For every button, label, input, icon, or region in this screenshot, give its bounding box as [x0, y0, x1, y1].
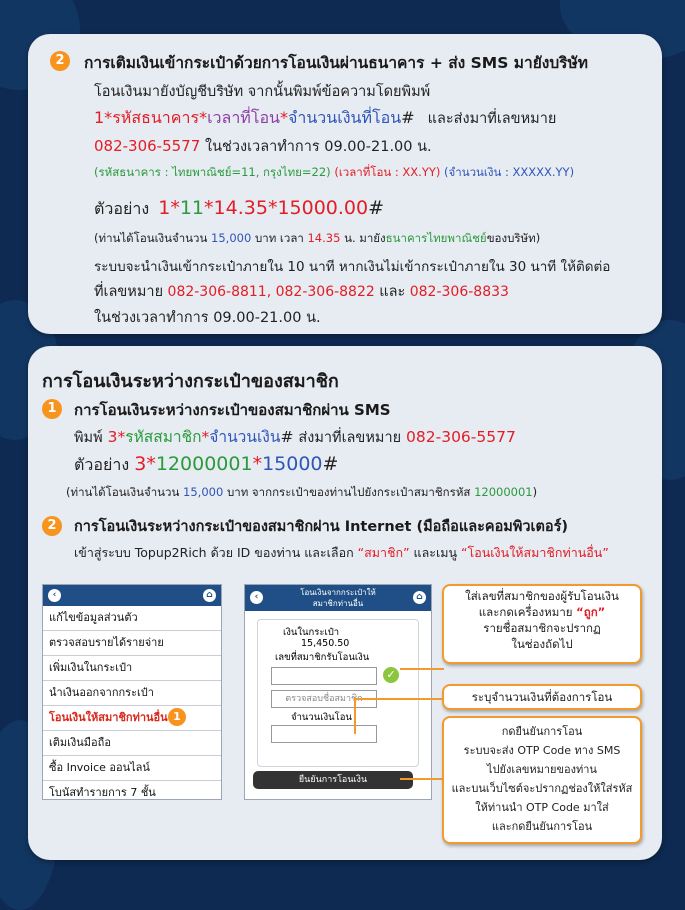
menu-top-bar — [43, 585, 221, 606]
format-send-text: และส่งมาที่เลขหมาย — [427, 111, 557, 127]
member-id-label: เลขที่สมาชิกรับโอนเงิน — [275, 652, 370, 663]
explanation-text: (ท่านได้โอนเงินจำนวน — [66, 485, 180, 499]
format-member-code: รหัสสมาชิก — [125, 428, 202, 446]
transfer-top-bar — [245, 585, 431, 611]
home-icon[interactable]: ⌂ — [413, 591, 426, 604]
callout-member-id — [442, 584, 642, 664]
contact-line — [94, 280, 509, 303]
callout-text: ไปยังเลขหมายของท่าน — [487, 763, 597, 776]
sms-format — [94, 106, 556, 131]
transfer-menu-label: “โอนเงินให้สมาชิกท่านอื่น” — [461, 545, 609, 560]
example-value — [158, 197, 384, 219]
menu-item-topup-wallet[interactable]: เพิ่มเงินในกระเป๋า — [43, 656, 221, 681]
bank-transfer-card — [28, 34, 662, 334]
contact-and: และ — [379, 284, 406, 300]
menu-item-label: โอนเงินให้สมาชิกท่านอื่น — [49, 711, 168, 724]
menu-item-bonus[interactable]: โบนัสทำรายการ 7 ชั้น — [49, 786, 156, 799]
confirm-transfer-button[interactable]: ยืนยันการโอนเงิน — [253, 771, 413, 789]
example-explanation — [94, 230, 540, 248]
callout-text: ให้ท่านนำ OTP Code มาใส่ — [475, 801, 609, 814]
menu-item-mobile-topup[interactable]: เติมเงินมือถือ — [43, 731, 221, 756]
internet-method-title: การโอนเงินระหว่างกระเป๋าของสมาชิกผ่าน Internet (มือถือและคอมพิวเตอร์) — [74, 519, 569, 535]
step-badge: 2 — [50, 51, 70, 71]
bank-code-note: (รหัสธนาคาร : ไทยพาณิชย์=11, กรุงไทย=22) — [94, 165, 331, 179]
example-part: * — [267, 197, 278, 219]
transfer-screen-title — [275, 587, 401, 609]
example-amount: 15000 — [262, 453, 323, 475]
callout-confirm — [442, 716, 642, 844]
internet-instruction — [74, 543, 609, 563]
example-part: # — [368, 197, 385, 219]
phone-number: 082-306-5577 — [406, 428, 516, 446]
format-suffix: # — [401, 108, 415, 127]
contact-label: ที่เลขหมาย — [94, 284, 164, 300]
contact-phone: 082-306-8833 — [409, 284, 509, 300]
example-label: ตัวอย่าง — [74, 455, 130, 474]
explanation-text: น. มายัง — [344, 231, 386, 245]
amount-note: (จำนวนเงิน : XXXXX.YY) — [444, 165, 575, 179]
check-icon[interactable]: ✓ — [383, 667, 399, 683]
amount-label: จำนวนเงินโอน — [291, 712, 352, 723]
code-notes — [94, 164, 574, 182]
phone-line — [94, 135, 432, 158]
connector-line — [354, 698, 446, 734]
explanation-text: บาท เวลา — [254, 231, 304, 245]
menu-screen-mockup — [42, 584, 222, 800]
explanation-amount: 15,000 — [211, 231, 252, 245]
example-member-code: 12000001 — [155, 453, 253, 475]
phone-number: 082-306-5577 — [94, 137, 201, 155]
menu-item-transfer-member[interactable] — [43, 706, 221, 731]
format-bank-code: รหัสธนาคาร — [112, 108, 200, 127]
callout-text: ระบุจำนวนเงินที่ต้องการโอน — [471, 690, 613, 704]
callout-text: กดยืนยันการโอน — [501, 725, 583, 738]
title-line: สมาชิกท่านอื่น — [312, 599, 364, 608]
callout-text: และกดยืนยันการโอน — [491, 820, 593, 833]
example-label: ตัวอย่าง — [94, 199, 150, 218]
home-icon[interactable]: ⌂ — [203, 589, 216, 602]
check-member-button[interactable]: ตรวจสอบชื่อสมาชิก — [271, 690, 377, 708]
example-part: * — [204, 197, 214, 219]
type-label: พิมพ์ — [74, 430, 103, 446]
contact-phones: 082-306-8811, 082-306-8822 — [167, 284, 375, 300]
menu-item-buy-invoice[interactable]: ซื้อ Invoice ออนไลน์ — [43, 756, 221, 781]
explanation-text: (ท่านได้โอนเงินจำนวน — [94, 231, 208, 245]
callout-text: ใส่เลขที่สมาชิกของผู้รับโอนเงิน — [465, 589, 619, 603]
connector-line — [400, 668, 444, 670]
section-title: การเติมเงินเข้ากระเป๋าด้วยการโอนเงินผ่านธนาคาร + ส่ง SMS มายังบริษัท — [84, 54, 588, 72]
menu-item-withdraw[interactable]: นำเงินออกจากกระเป๋า — [43, 681, 221, 706]
balance-label: เงินในกระเป๋า — [283, 627, 340, 638]
format-time: เวลาที่โอน — [207, 108, 280, 127]
step-badge: 1 — [168, 708, 186, 726]
menu-item-edit-profile[interactable]: แก้ไขข้อมูลส่วนตัว — [43, 606, 221, 631]
member-menu-label: “สมาชิก” — [357, 545, 410, 560]
example-amount: 15000.00 — [277, 197, 369, 219]
explanation-bank: ธนาคารไทยพาณิชย์ — [385, 231, 487, 245]
format-suffix: # — [280, 428, 294, 446]
example-line — [74, 453, 338, 478]
step-badge: 1 — [42, 399, 62, 419]
format-amount: จำนวนเงินที่โอน — [288, 108, 402, 127]
format-star: * — [201, 428, 210, 446]
instruction-text: โอนเงินมายังบัญชีบริษัท จากนั้นพิมพ์ข้อความโดยพิมพ์ — [94, 84, 431, 100]
callout-text: และกดเครื่องหมาย “ถูก” — [478, 605, 606, 619]
hours-text: ในช่วงเวลาทำการ 09.00-21.00 น. — [94, 310, 321, 326]
example-explanation — [66, 484, 537, 502]
send-label: ส่งมาที่เลขหมาย — [298, 430, 402, 446]
member-id-input[interactable] — [271, 667, 377, 685]
example-part: 1* — [158, 197, 180, 219]
callout-text: รายชื่อสมาชิกจะปรากฏ — [483, 621, 601, 635]
explanation-amount: 15,000 — [183, 485, 224, 499]
example-line — [94, 197, 384, 222]
example-time: 14.35 — [213, 197, 268, 219]
format-star: * — [199, 108, 208, 127]
callout-amount — [442, 684, 642, 710]
format-prefix: 1* — [94, 108, 113, 127]
explanation-time: 14.35 — [307, 231, 341, 245]
format-prefix: 3* — [107, 428, 126, 446]
example-part: * — [252, 453, 263, 475]
format-star: * — [280, 108, 288, 127]
callout-text: และบนเว็บไซต์จะปรากฏช่องให้ใส่รหัส — [451, 782, 633, 795]
explanation-text: ) — [532, 485, 538, 499]
sms-format — [74, 424, 516, 449]
back-icon[interactable]: ‹ — [250, 591, 263, 604]
instruction-text: และเมนู — [413, 545, 458, 560]
explanation-member-code: 12000001 — [474, 485, 533, 499]
balance-value: 15,450.50 — [301, 638, 350, 649]
menu-item-income-expense[interactable]: ตรวจสอบรายได้รายจ่าย — [43, 631, 221, 656]
hours-text: ในช่วงเวลาทำการ 09.00-21.00 น. — [205, 139, 432, 155]
transfer-screen-mockup — [244, 584, 432, 800]
time-note: (เวลาที่โอน : XX.YY) — [334, 165, 441, 179]
explanation-text: ของบริษัท) — [486, 231, 541, 245]
example-bank: 11 — [179, 197, 205, 219]
example-part: # — [322, 453, 339, 475]
back-icon[interactable]: ‹ — [48, 589, 61, 602]
explanation-text: บาท จากกระเป๋าของท่านไปยังกระเป๋าสมาชิกรหัส — [226, 485, 471, 499]
section-title: การโอนเงินระหว่างกระเป๋าของสมาชิก — [42, 371, 339, 392]
title-line: โอนเงินจากกระเป๋าให้ — [300, 588, 376, 597]
format-amount: จำนวนเงิน — [209, 428, 281, 446]
callout-text: ระบบจะส่ง OTP Code ทาง SMS — [463, 744, 621, 757]
instruction-text: เข้าสู่ระบบ Topup2Rich ด้วย ID ของท่าน และเลือก — [74, 545, 354, 560]
sms-method-title: การโอนเงินระหว่างกระเป๋าของสมาชิกผ่าน SMS — [74, 401, 391, 419]
example-part: 3* — [134, 453, 156, 475]
callout-text: ในช่องถัดไป — [511, 637, 573, 651]
step-badge: 2 — [42, 516, 62, 536]
member-transfer-card — [28, 346, 662, 860]
system-text: ระบบจะนำเงินเข้ากระเป๋าภายใน 10 นาที หากเงินไม่เข้ากระเป๋าภายใน 30 นาที ให้ติดต่อ — [94, 259, 611, 275]
connector-line — [400, 778, 444, 780]
example-value — [134, 453, 338, 475]
